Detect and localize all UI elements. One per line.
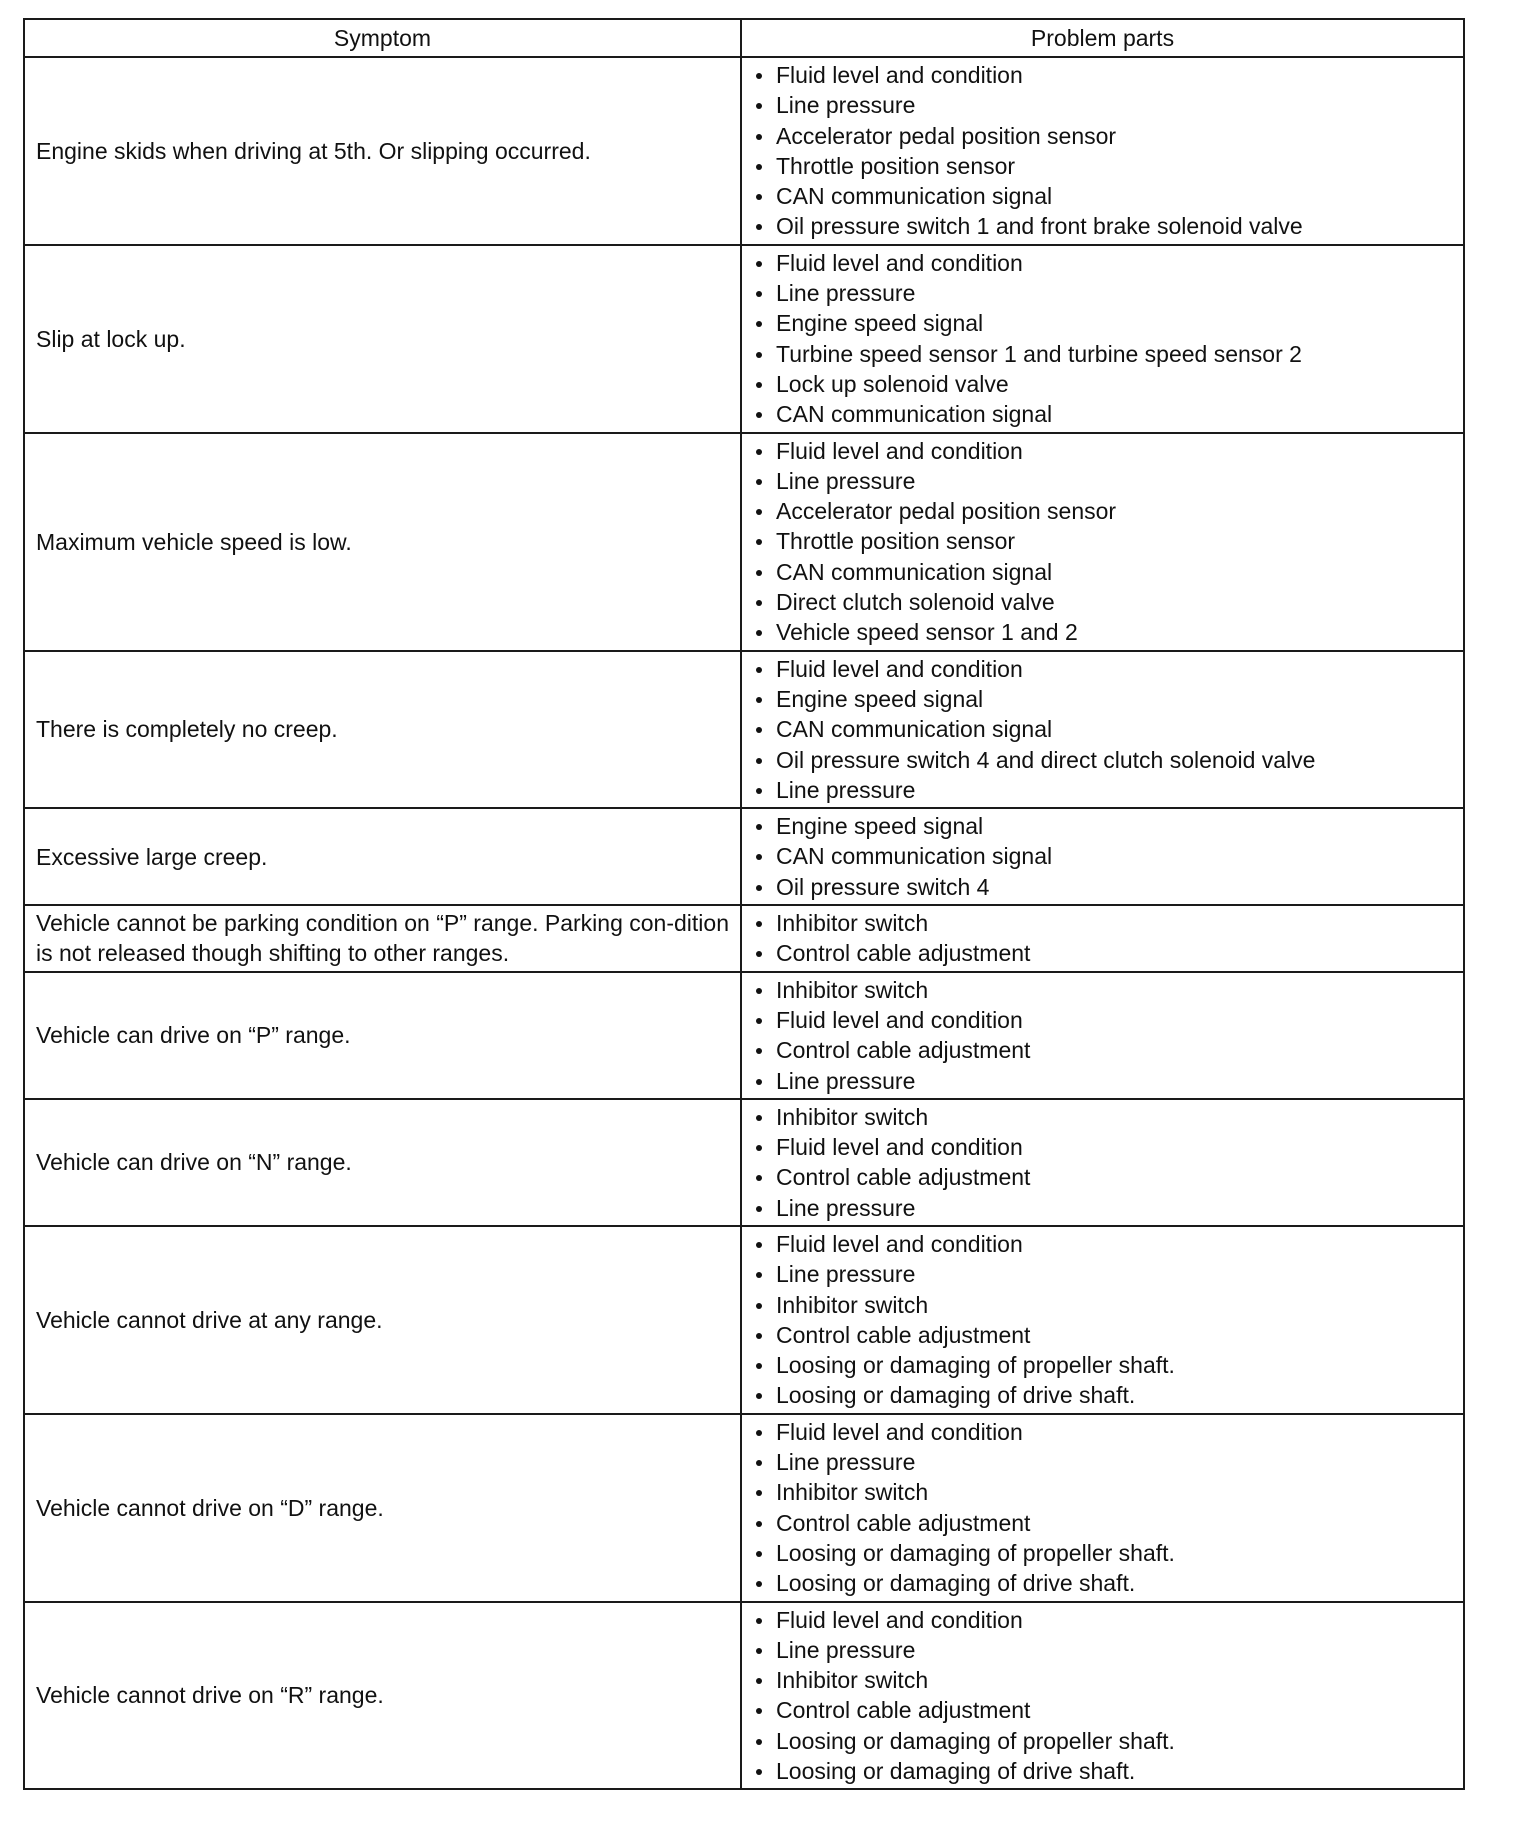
table-row bbox=[24, 1602, 1464, 1790]
problem-part-item: Direct clutch solenoid valve bbox=[752, 587, 1453, 617]
table-row bbox=[24, 1099, 1464, 1226]
problem-part-item: Control cable adjustment bbox=[752, 1508, 1453, 1538]
problem-part-item: Fluid level and condition bbox=[752, 248, 1453, 278]
problem-part-item: Loosing or damaging of drive shaft. bbox=[752, 1568, 1453, 1598]
problem-parts-list bbox=[752, 975, 1453, 1096]
problem-part-item: Vehicle speed sensor 1 and 2 bbox=[752, 617, 1453, 647]
problem-parts-list bbox=[752, 1417, 1453, 1599]
problem-part-item: Line pressure bbox=[752, 1193, 1453, 1223]
problem-part-item: Line pressure bbox=[752, 90, 1453, 120]
problem-part-item: Accelerator pedal position sensor bbox=[752, 496, 1453, 526]
problem-parts-list bbox=[752, 654, 1453, 805]
table-row bbox=[24, 1226, 1464, 1414]
problem-parts-cell bbox=[741, 1602, 1464, 1790]
problem-parts-cell bbox=[741, 245, 1464, 433]
problem-parts-cell bbox=[741, 57, 1464, 245]
problem-part-item: Engine speed signal bbox=[752, 308, 1453, 338]
table-body bbox=[24, 57, 1464, 1789]
table-row bbox=[24, 1414, 1464, 1602]
table-row bbox=[24, 972, 1464, 1099]
problem-part-item: Inhibitor switch bbox=[752, 1477, 1453, 1507]
problem-part-item: Engine speed signal bbox=[752, 684, 1453, 714]
symptom-cell: Engine skids when driving at 5th. Or slipping occurred. bbox=[24, 57, 741, 245]
problem-parts-list bbox=[752, 811, 1453, 902]
symptom-cell: Vehicle can drive on “N” range. bbox=[24, 1099, 741, 1226]
problem-part-item: Turbine speed sensor 1 and turbine speed sensor 2 bbox=[752, 339, 1453, 369]
problem-part-item: Control cable adjustment bbox=[752, 1320, 1453, 1350]
problem-parts-list bbox=[752, 1229, 1453, 1411]
symptom-table bbox=[23, 18, 1465, 1790]
symptom-cell: Slip at lock up. bbox=[24, 245, 741, 433]
table-row bbox=[24, 245, 1464, 433]
symptom-cell: There is completely no creep. bbox=[24, 651, 741, 808]
problem-part-item: Oil pressure switch 4 bbox=[752, 872, 1453, 902]
problem-part-item: Inhibitor switch bbox=[752, 975, 1453, 1005]
problem-part-item: Line pressure bbox=[752, 278, 1453, 308]
problem-part-item: Fluid level and condition bbox=[752, 60, 1453, 90]
problem-parts-cell bbox=[741, 1099, 1464, 1226]
problem-part-item: Line pressure bbox=[752, 1259, 1453, 1289]
problem-parts-cell bbox=[741, 1414, 1464, 1602]
problem-part-item: Loosing or damaging of propeller shaft. bbox=[752, 1538, 1453, 1568]
problem-part-item: Accelerator pedal position sensor bbox=[752, 121, 1453, 151]
problem-part-item: Control cable adjustment bbox=[752, 1695, 1453, 1725]
problem-part-item: Oil pressure switch 4 and direct clutch solenoid valve bbox=[752, 745, 1453, 775]
problem-parts-list bbox=[752, 908, 1453, 969]
problem-part-item: CAN communication signal bbox=[752, 399, 1453, 429]
symptom-cell: Maximum vehicle speed is low. bbox=[24, 433, 741, 651]
problem-part-item: Throttle position sensor bbox=[752, 151, 1453, 181]
problem-part-item: Fluid level and condition bbox=[752, 654, 1453, 684]
problem-part-item: Fluid level and condition bbox=[752, 436, 1453, 466]
header-problem-parts: Problem parts bbox=[741, 19, 1464, 57]
problem-part-item: Fluid level and condition bbox=[752, 1132, 1453, 1162]
problem-part-item: Fluid level and condition bbox=[752, 1605, 1453, 1635]
problem-parts-list bbox=[752, 436, 1453, 648]
problem-part-item: Fluid level and condition bbox=[752, 1005, 1453, 1035]
problem-part-item: Loosing or damaging of drive shaft. bbox=[752, 1380, 1453, 1410]
header-symptom: Symptom bbox=[24, 19, 741, 57]
problem-part-item: CAN communication signal bbox=[752, 181, 1453, 211]
problem-parts-list bbox=[752, 1605, 1453, 1787]
table-row bbox=[24, 651, 1464, 808]
symptom-cell: Excessive large creep. bbox=[24, 808, 741, 905]
problem-part-item: Fluid level and condition bbox=[752, 1229, 1453, 1259]
problem-parts-cell bbox=[741, 905, 1464, 972]
problem-parts-cell bbox=[741, 433, 1464, 651]
problem-part-item: CAN communication signal bbox=[752, 557, 1453, 587]
problem-part-item: Loosing or damaging of propeller shaft. bbox=[752, 1350, 1453, 1380]
problem-part-item: Line pressure bbox=[752, 466, 1453, 496]
header-row bbox=[24, 19, 1464, 57]
problem-parts-list bbox=[752, 1102, 1453, 1223]
problem-part-item: CAN communication signal bbox=[752, 841, 1453, 871]
problem-part-item: Line pressure bbox=[752, 1635, 1453, 1665]
table-row bbox=[24, 57, 1464, 245]
problem-part-item: Oil pressure switch 1 and front brake solenoid valve bbox=[752, 211, 1453, 241]
problem-part-item: Loosing or damaging of drive shaft. bbox=[752, 1756, 1453, 1786]
problem-part-item: Inhibitor switch bbox=[752, 1290, 1453, 1320]
problem-parts-cell bbox=[741, 1226, 1464, 1414]
symptom-cell: Vehicle can drive on “P” range. bbox=[24, 972, 741, 1099]
problem-parts-list bbox=[752, 248, 1453, 430]
problem-part-item: Engine speed signal bbox=[752, 811, 1453, 841]
symptom-cell: Vehicle cannot drive at any range. bbox=[24, 1226, 741, 1414]
symptom-cell: Vehicle cannot be parking condition on “P” range. Parking con-dition is not released though shifting to other ranges. bbox=[24, 905, 741, 972]
problem-parts-cell bbox=[741, 972, 1464, 1099]
symptom-cell: Vehicle cannot drive on “R” range. bbox=[24, 1602, 741, 1790]
problem-part-item: Lock up solenoid valve bbox=[752, 369, 1453, 399]
table-row bbox=[24, 808, 1464, 905]
table-row bbox=[24, 433, 1464, 651]
problem-parts-cell bbox=[741, 651, 1464, 808]
problem-part-item: Control cable adjustment bbox=[752, 1035, 1453, 1065]
problem-part-item: Fluid level and condition bbox=[752, 1417, 1453, 1447]
problem-part-item: Inhibitor switch bbox=[752, 1102, 1453, 1132]
problem-part-item: Inhibitor switch bbox=[752, 1665, 1453, 1695]
problem-parts-list bbox=[752, 60, 1453, 242]
problem-part-item: Inhibitor switch bbox=[752, 908, 1453, 938]
problem-part-item: Control cable adjustment bbox=[752, 938, 1453, 968]
problem-part-item: Control cable adjustment bbox=[752, 1162, 1453, 1192]
problem-part-item: CAN communication signal bbox=[752, 714, 1453, 744]
problem-part-item: Throttle position sensor bbox=[752, 526, 1453, 556]
problem-parts-cell bbox=[741, 808, 1464, 905]
symptom-cell: Vehicle cannot drive on “D” range. bbox=[24, 1414, 741, 1602]
problem-part-item: Line pressure bbox=[752, 775, 1453, 805]
table-row bbox=[24, 905, 1464, 972]
problem-part-item: Line pressure bbox=[752, 1447, 1453, 1477]
problem-part-item: Line pressure bbox=[752, 1066, 1453, 1096]
problem-part-item: Loosing or damaging of propeller shaft. bbox=[752, 1726, 1453, 1756]
